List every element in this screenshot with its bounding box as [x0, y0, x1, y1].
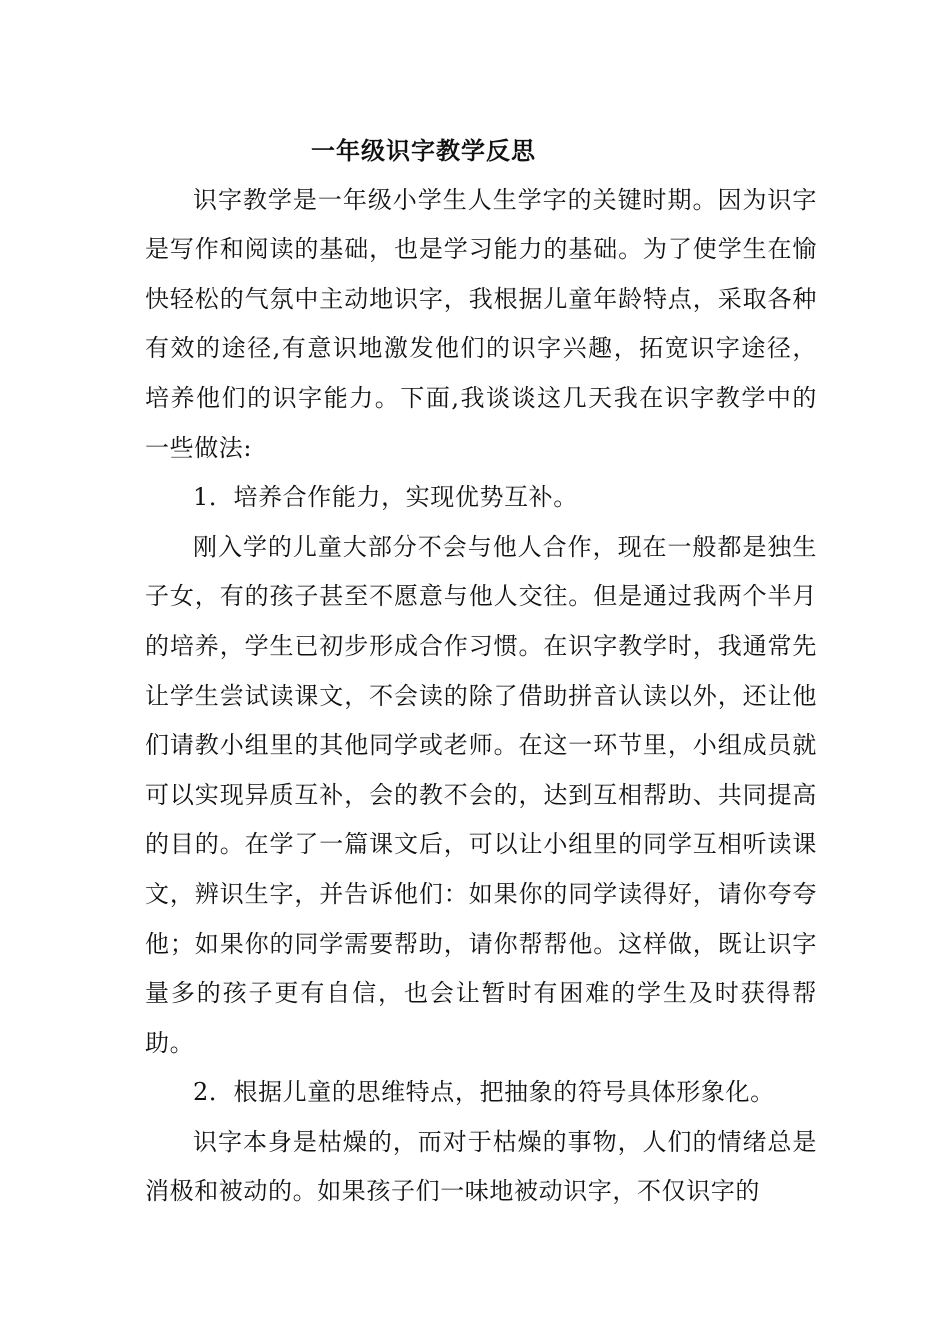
document-title: 一年级识字教学反思 [311, 136, 536, 165]
paragraph-cooperation: 刚入学的儿童大部分不会与他人合作，现在一般都是独生子女，有的孩子甚至不愿意与他人交往。但是通过我两个半月的培养，学生已初步形成合作习惯。在识字教学时，我通常先让学生尝试读课文，不会读的除了借助拼音认读以外，还让他们请教小组里的其他同学或老师。在这一环节里，小组成员就可以实现异质互补，会的教不会的，达到互相帮助、共同提高的目的。在学了一篇课文后，可以让小组里的同学互相听读课文，辨识生字，并告诉他们：如果你的同学读得好，请你夸夸他；如果你的同学需要帮助，请你帮帮他。这样做，既让识字量多的孩子更有自信，也会让暂时有困难的学生及时获得帮助。 [145, 532, 817, 1057]
paragraph-intro: 识字教学是一年级小学生人生学字的关键时期。因为识字是写作和阅读的基础，也是学习能力的基础。为了使学生在愉快轻松的气氛中主动地识字，我根据儿童年龄特点，采取各种有效的途径,有意识地激发他们的识字兴趣，拓宽识字途径，培养他们的识字能力。下面,我谈谈这几天我在识字教学中的一些做法: [145, 185, 817, 462]
paragraph-thinking: 识字本身是枯燥的，而对于枯燥的事物，人们的情绪总是消极和被动的。如果孩子们一味地被动识字，不仅识字的 [145, 1127, 817, 1206]
section-heading-2: 2．根据儿童的思维特点，把抽象的符号具体形象化。 [193, 1078, 775, 1107]
document-body [145, 126, 817, 1217]
section-heading-1: 1．培养合作能力，实现优势互补。 [193, 483, 578, 512]
